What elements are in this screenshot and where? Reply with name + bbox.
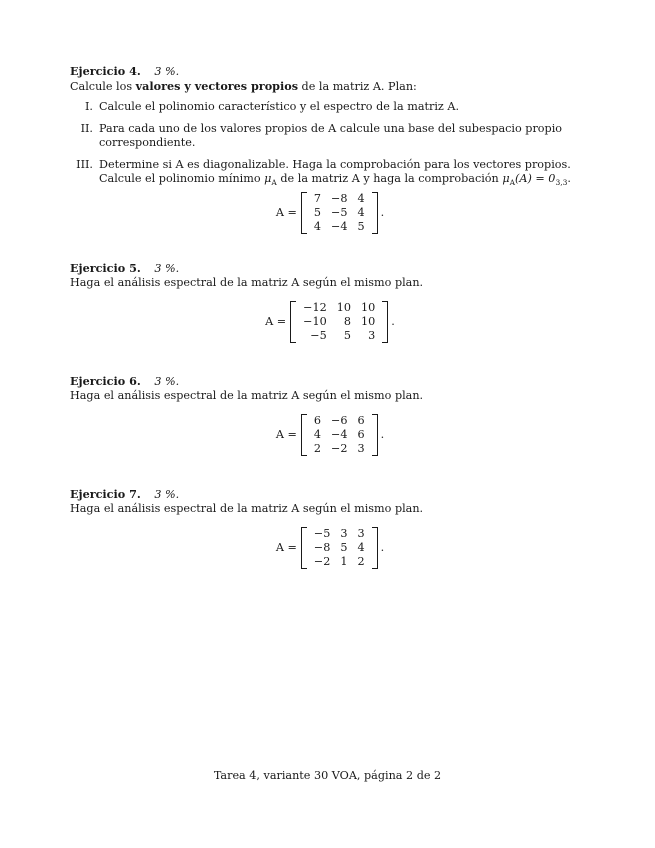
matrix-entries bbox=[298, 301, 380, 343]
matrix-cell: 4 bbox=[357, 192, 365, 205]
matrix-row bbox=[309, 192, 370, 206]
matrix-cell: 6 bbox=[313, 414, 321, 427]
matrix-right-bracket bbox=[372, 414, 378, 456]
intro-bold-text: valores y vectores propios bbox=[135, 79, 298, 93]
matrix-cell: −8 bbox=[330, 192, 348, 205]
matrix-label: A = bbox=[275, 541, 297, 554]
matrix-cell: 3 bbox=[357, 442, 365, 455]
matrix-cell: 2 bbox=[313, 442, 321, 455]
matrix-left-bracket bbox=[301, 527, 307, 569]
matrix bbox=[301, 527, 378, 569]
matrix-left-bracket bbox=[301, 414, 307, 456]
matrix-entries bbox=[309, 414, 370, 456]
matrix-cell: −5 bbox=[330, 206, 348, 219]
matrix-right-bracket bbox=[372, 192, 378, 234]
matrix-entries bbox=[309, 192, 370, 234]
matrix-cell: 4 bbox=[313, 220, 321, 233]
matrix-cell: −10 bbox=[303, 315, 327, 328]
exercise-5 bbox=[70, 261, 590, 290]
matrix-entries bbox=[309, 527, 370, 569]
matrix-row bbox=[309, 541, 370, 555]
plan-item-numeral: III. bbox=[76, 158, 93, 171]
plan-item bbox=[70, 100, 590, 114]
matrix-cell: 3 bbox=[340, 527, 348, 540]
matrix-period: . bbox=[380, 428, 385, 441]
exercise-7-heading bbox=[70, 487, 590, 502]
matrix-period: . bbox=[391, 315, 395, 328]
matrix-right-bracket bbox=[382, 301, 388, 343]
matrix-cell: −2 bbox=[330, 442, 348, 455]
matrix-period: . bbox=[380, 541, 385, 554]
matrix-row bbox=[309, 414, 370, 428]
exercise-4-heading bbox=[70, 64, 590, 79]
matrix bbox=[290, 301, 388, 343]
plan-item-text: Para cada uno de los valores propios de A calcule una base del subespacio propio correspondiente. bbox=[99, 122, 563, 149]
matrix-equation-5 bbox=[70, 301, 590, 343]
matrix-period: . bbox=[380, 206, 385, 219]
matrix-cell: 10 bbox=[336, 301, 352, 314]
matrix-cell: 3 bbox=[368, 329, 376, 342]
matrix bbox=[301, 414, 378, 456]
exercise-6-heading bbox=[70, 374, 590, 389]
matrix-left-bracket bbox=[290, 301, 296, 343]
exercise-6 bbox=[70, 374, 590, 403]
exercise-number: Ejercicio 6. bbox=[70, 374, 141, 388]
matrix-cell: 4 bbox=[313, 428, 321, 441]
exercise-number: Ejercicio 7. bbox=[70, 487, 141, 501]
matrix-cell: −4 bbox=[330, 220, 348, 233]
matrix-cell: 5 bbox=[340, 541, 348, 554]
matrix-cell: −5 bbox=[313, 527, 331, 540]
matrix-cell: −5 bbox=[310, 329, 327, 342]
plan-item-numeral: I. bbox=[85, 100, 93, 113]
matrix-row bbox=[298, 315, 380, 329]
matrix-row bbox=[298, 301, 380, 315]
matrix-equation-7 bbox=[70, 527, 590, 569]
matrix-cell: 6 bbox=[357, 428, 365, 441]
exercise-points: 3 %. bbox=[154, 262, 180, 275]
matrix-label: A = bbox=[265, 315, 287, 328]
intro-text-end: de la matriz A. Plan: bbox=[298, 80, 417, 93]
matrix-row bbox=[309, 555, 370, 569]
matrix-label: A = bbox=[275, 206, 297, 219]
exercise-intro: Haga el análisis espectral de la matriz A según el mismo plan. bbox=[70, 502, 424, 515]
matrix-row bbox=[309, 428, 370, 442]
matrix-cell: 6 bbox=[357, 414, 365, 427]
matrix-row bbox=[298, 329, 380, 343]
matrix-equation-4 bbox=[70, 192, 590, 234]
matrix-cell: 1 bbox=[340, 555, 348, 568]
matrix-cell: 5 bbox=[343, 329, 352, 342]
plan-item bbox=[70, 122, 590, 150]
matrix-cell: 3 bbox=[357, 527, 365, 540]
matrix-cell: 10 bbox=[361, 301, 376, 314]
plan-item-numeral: II. bbox=[80, 122, 93, 135]
matrix-label: A = bbox=[275, 428, 297, 441]
matrix-cell: 5 bbox=[313, 206, 321, 219]
exercise-7 bbox=[70, 487, 590, 516]
matrix-row bbox=[309, 527, 370, 541]
matrix-cell: −4 bbox=[330, 428, 348, 441]
matrix-cell: 5 bbox=[357, 220, 365, 233]
matrix-left-bracket bbox=[301, 192, 307, 234]
matrix-cell: 8 bbox=[343, 315, 352, 328]
matrix-cell: −8 bbox=[313, 541, 331, 554]
plan-item-text: Calcule el polinomio característico y el espectro de la matriz A. bbox=[99, 100, 459, 113]
page-footer: Tarea 4, variante 30 VOA, página 2 de 2 bbox=[213, 769, 442, 782]
matrix-cell: −2 bbox=[313, 555, 331, 568]
exercise-points: 3 %. bbox=[154, 375, 180, 388]
exercise-4 bbox=[70, 64, 590, 198]
matrix-row bbox=[309, 442, 370, 456]
matrix-cell: 7 bbox=[313, 192, 321, 205]
matrix bbox=[301, 192, 378, 234]
exercise-points: 3 %. bbox=[154, 65, 180, 78]
exercise-number: Ejercicio 5. bbox=[70, 261, 141, 275]
matrix-cell: 2 bbox=[357, 555, 365, 568]
intro-text: Calcule los bbox=[70, 80, 136, 93]
matrix-right-bracket bbox=[372, 527, 378, 569]
plan-list bbox=[70, 100, 590, 190]
matrix-cell: 4 bbox=[357, 206, 365, 219]
exercise-intro bbox=[70, 79, 590, 94]
matrix-cell: −6 bbox=[330, 414, 348, 427]
exercise-number: Ejercicio 4. bbox=[70, 64, 141, 78]
plan-item-text: Determine si A es diagonalizable. Haga la comprobación para los vectores propios. Calcule el polinomio mínimo $\mu_A$ de la matriz A y haga la comprobación $\mu_A(A) = 0_{3,3}$. bbox=[99, 158, 571, 187]
exercise-points: 3 %. bbox=[154, 488, 180, 501]
plan-item bbox=[70, 158, 590, 190]
exercise-intro: Haga el análisis espectral de la matriz A según el mismo plan. bbox=[70, 389, 424, 402]
matrix-cell: −12 bbox=[303, 301, 327, 314]
matrix-row bbox=[309, 206, 370, 220]
exercise-intro: Haga el análisis espectral de la matriz A según el mismo plan. bbox=[70, 276, 424, 289]
exercise-5-heading bbox=[70, 261, 590, 276]
matrix-row bbox=[309, 220, 370, 234]
matrix-cell: 10 bbox=[361, 315, 376, 328]
matrix-cell: 4 bbox=[357, 541, 365, 554]
matrix-equation-6 bbox=[70, 414, 590, 456]
